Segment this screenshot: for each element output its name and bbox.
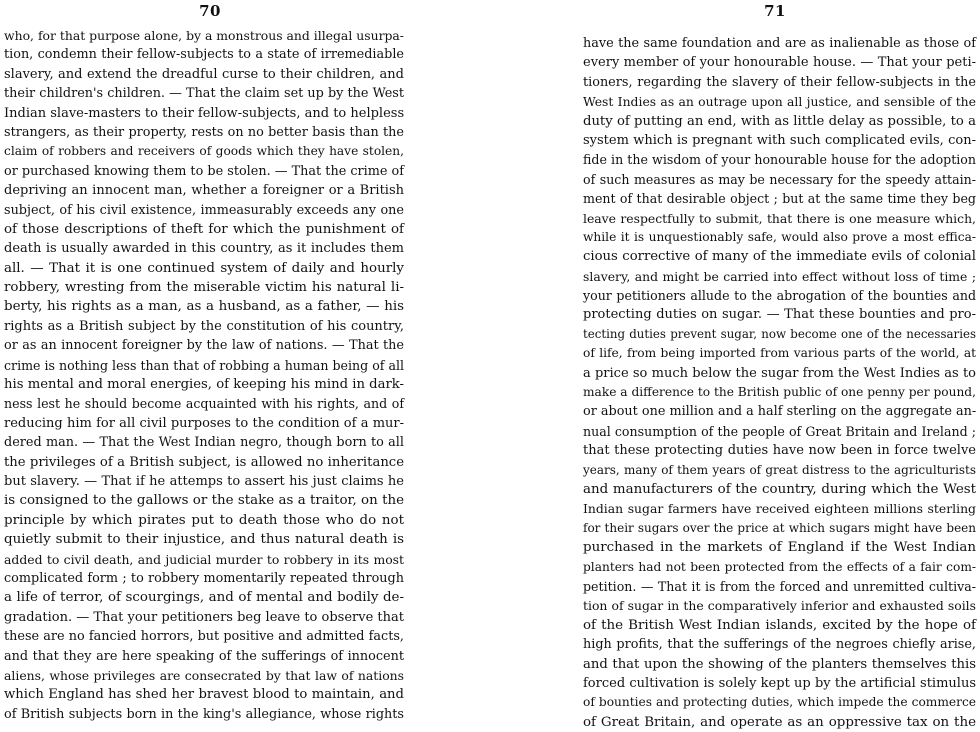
right-page: [575, 0, 980, 730]
text-line: of bounties and protecting duties, which impede the commerce: [583, 695, 976, 710]
text-line: slavery, and might be carried into effect without loss of time ;: [583, 268, 976, 284]
text-line: years, many of them years of great distress to the agriculturists: [583, 462, 976, 477]
text-line: system which is pregnant with such complicated evils, con-: [583, 132, 976, 148]
text-line: forced cultivation is solely kept up by the artificial stimulus: [583, 675, 976, 691]
text-line: tion of sugar in the comparatively inferior and exhausted soils: [583, 598, 976, 614]
text-line: but slavery. — That if he attemps to assert his just claims he: [4, 473, 404, 489]
text-line: have the same foundation and are as inalienable as those of: [583, 36, 976, 51]
text-line: strangers, as their property, rests on no better basis than the: [4, 124, 404, 140]
text-line: or as an innocent foreigner by the law of nations. — That the: [4, 338, 404, 354]
text-line: tioners, regarding the slavery of their fellow-subjects in the: [583, 74, 976, 90]
text-line: berty, his rights as a man, as a husband, as a father, — his: [4, 299, 404, 315]
text-line: dered man. — That the West Indian negro, though born to all: [4, 435, 404, 451]
text-line: subject, of his civil existence, immeasurably exceeds any one: [4, 202, 404, 218]
text-line: Indian slave-masters to their fellow-subjects, and to helpless: [4, 105, 405, 121]
text-line: protecting duties on sugar. — That these bounties and pro-: [583, 307, 976, 323]
left-page-text: [4, 26, 404, 724]
text-line: which England has shed her bravest blood to maintain, and: [4, 687, 404, 703]
text-line: added to civil death, and judicial murder to robbery in its most: [4, 551, 404, 567]
text-line: tion, condemn their fellow-subjects to a state of irremediable: [4, 47, 404, 63]
text-line: your petitioners allude to the abrogation of the bounties and: [583, 288, 976, 304]
text-line: and that they are here speaking of the sufferings of innocent: [4, 648, 404, 664]
text-line: high profits, that the sufferings of the negroes chiefly arise,: [583, 637, 976, 653]
text-line: for their sugars over the price at which sugars might have been: [583, 520, 976, 535]
text-line: quietly submit to their injustice, and thus natural death is: [4, 532, 404, 548]
text-line: planters had not been protected from the effects of a fair com-: [583, 559, 976, 574]
text-line: of British subjects born in the king's allegiance, whose rights: [4, 706, 404, 722]
text-line: Indian sugar farmers have received eighteen millions sterling: [583, 501, 976, 517]
text-line: and manufacturers of the country, during which the West: [583, 481, 976, 497]
text-line: death is usually awarded in this country, as it includes them: [4, 241, 404, 257]
text-line: ness lest he should become acquainted with his rights, and of: [4, 396, 404, 412]
text-line: principle by which pirates put to death those who do not: [4, 512, 404, 528]
text-line: that these protecting duties have now been in force twelve: [583, 443, 976, 459]
text-line: their children's children. — That the claim set up by the West: [4, 86, 404, 102]
text-line: aliens, whose privileges are consecrated by that law of nations: [4, 667, 404, 683]
text-line: gradation. — That your petitioners beg leave to observe that: [4, 609, 404, 625]
right-page-text: [583, 34, 976, 732]
text-line: ment of that desirable object ; but at the same time they beg: [583, 191, 976, 207]
text-line: these are no fancied horrors, but positive and admitted facts,: [4, 629, 404, 645]
text-line: and that upon the showing of the planters themselves this: [583, 656, 976, 672]
text-line: cious corrective of many of the immediate evils of colonial: [583, 249, 976, 265]
text-line: slavery, and extend the dreadful curse to their children, and: [4, 66, 404, 82]
text-line: who, for that purpose alone, by a monstrous and illegal usurpa-: [4, 28, 404, 43]
text-line: depriving an innocent man, whether a foreigner or a British: [4, 183, 404, 199]
text-line: crime is nothing less than that of robbing a human being of all: [4, 357, 405, 373]
text-line: or purchased knowing them to be stolen. — That the crime of: [4, 163, 404, 179]
text-line: a price so much below the sugar from the West Indies as to: [583, 365, 976, 381]
text-line: or about one million and a half sterling on the aggregate an-: [583, 404, 977, 420]
text-line: every member of your honourable house. — That your peti-: [583, 55, 976, 71]
text-line: of those descriptions of theft for which the punishment of: [4, 221, 404, 237]
text-line: duty of putting an end, with as little delay as possible, to a: [583, 113, 976, 129]
text-line: a life of terror, of scourgings, and of mental and bodily de-: [4, 590, 404, 606]
page-number-right: 71: [764, 2, 786, 20]
text-line: complicated form ; to robbery momentarily repeated through: [4, 570, 404, 586]
text-line: all. — That it is one continued system of daily and hourly: [4, 260, 404, 276]
text-line: of the British West Indian islands, excited by the hope of: [583, 617, 976, 633]
text-line: fide in the wisdom of your honourable house for the adoption: [583, 152, 976, 168]
text-line: of such measures as may be necessary for the speedy attain-: [583, 171, 976, 187]
text-line: of Great Britain, and operate as an oppressive tax on the: [583, 714, 976, 730]
text-line: claim of robbers and receivers of goods which they have stolen,: [4, 144, 404, 159]
page-number-left: 70: [199, 2, 221, 20]
text-line: reducing him for all civil purposes to the condition of a mur-: [4, 415, 404, 431]
text-line: nual consumption of the people of Great Britain and Ireland ;: [583, 423, 976, 439]
left-page: [0, 0, 410, 722]
text-line: is consigned to the gallows or the stake as a traitor, on the: [4, 493, 404, 509]
text-line: leave respectfully to submit, that there is one measure which,: [583, 210, 976, 226]
text-line: robbery, wresting from the miserable victim his natural li-: [4, 280, 404, 296]
text-line: make a difference to the British public of one penny per pound,: [583, 385, 976, 400]
text-line: the privileges of a British subject, is allowed no inheritance: [4, 454, 404, 470]
text-line: his mental and moral energies, of keeping his mind in dark-: [4, 377, 404, 393]
text-line: rights as a British subject by the constitution of his country,: [4, 318, 404, 334]
text-line: tecting duties prevent sugar, now become one of the necessaries: [583, 326, 976, 341]
text-line: petition. — That it is from the forced and unremitted cultiva-: [583, 578, 976, 594]
text-line: purchased in the markets of England if the West Indian: [583, 540, 976, 556]
text-line: West Indies as an outrage upon all justice, and sensible of the: [583, 94, 976, 110]
text-line: while it is unquestionably safe, would also prove a most effica-: [583, 229, 976, 244]
text-line: of life, from being imported from various parts of the world, at: [583, 346, 976, 361]
